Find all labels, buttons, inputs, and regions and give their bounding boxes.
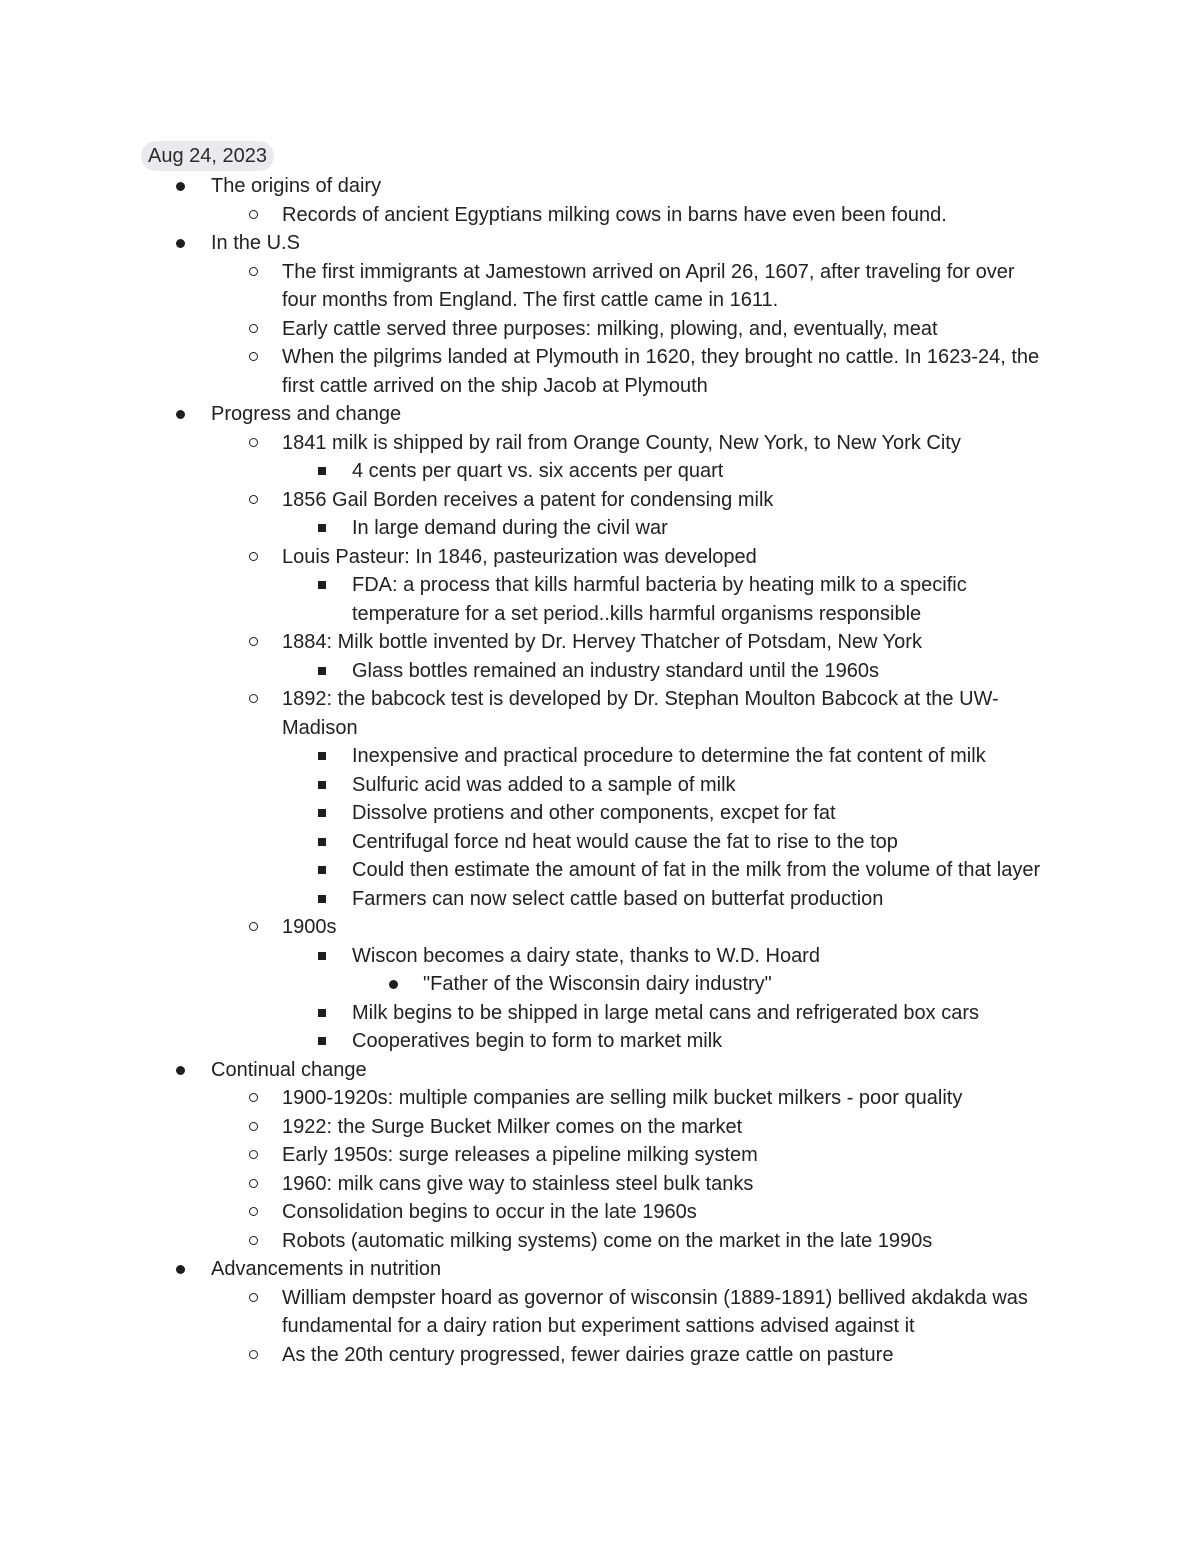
hollow-bullet-icon: [249, 1236, 258, 1245]
list-item: [0, 942, 1052, 971]
square-bullet-icon: [318, 809, 326, 817]
hollow-bullet-icon: [249, 1350, 258, 1359]
list-item-text: The origins of dairy: [211, 175, 382, 197]
hollow-bullet-icon: [249, 552, 258, 561]
list-item: [0, 1255, 1051, 1284]
list-item: [0, 429, 1052, 458]
filled-bullet-icon: [176, 182, 185, 191]
list-item: [0, 1084, 1052, 1113]
list-item: [0, 343, 1052, 400]
square-bullet-icon: [318, 752, 326, 760]
date-chip[interactable]: Aug 24, 2023: [141, 141, 274, 171]
list-item-text: Continual change: [211, 1058, 367, 1081]
list-item-text: 1900s: [282, 916, 337, 938]
list-item-text: Dissolve protiens and other components, excpet for fat: [352, 802, 836, 824]
list-item-text: Advancements in nutrition: [211, 1258, 442, 1280]
list-item-text: "Father of the Wisconsin dairy industry": [423, 973, 772, 995]
list-item: [0, 514, 1052, 543]
list-item-text: 1892: the babcock test is developed by Dr. Stephan Moulton Babcock at the UW-Madison: [282, 688, 999, 739]
list-item-text: Early 1950s: surge releases a pipeline milking system: [282, 1144, 758, 1166]
hollow-bullet-icon: [249, 210, 258, 219]
list-item: [0, 885, 1052, 914]
list-item: [0, 1027, 1052, 1056]
list-item: [0, 486, 1052, 515]
list-item-text: Wiscon becomes a dairy state, thanks to W.D. Hoard: [352, 944, 820, 967]
hollow-bullet-icon: [249, 1207, 258, 1216]
filled-bullet-icon: [389, 980, 398, 989]
notes-outline: [0, 172, 1200, 1369]
list-item: [0, 1341, 1052, 1370]
list-item-text: Records of ancient Egyptians milking cows in barns have even been found.: [282, 203, 947, 226]
list-item: [0, 742, 1052, 771]
filled-bullet-icon: [176, 1066, 185, 1075]
hollow-bullet-icon: [249, 438, 258, 447]
list-item: [0, 913, 1052, 942]
square-bullet-icon: [318, 1037, 326, 1045]
list-item-text: FDA: a process that kills harmful bacteria by heating milk to a specific temperature for a set period..kills harmful organisms responsible: [352, 574, 967, 625]
list-item: [0, 1284, 1052, 1341]
list-item: [0, 229, 1051, 258]
list-item: [0, 1141, 1052, 1170]
square-bullet-icon: [318, 1009, 326, 1017]
list-item-text: 1856 Gail Borden receives a patent for condensing milk: [282, 488, 774, 511]
list-item: [0, 1170, 1052, 1199]
list-item: [0, 685, 1052, 742]
list-item: [0, 828, 1052, 857]
list-item-text: Glass bottles remained an industry standard until the 1960s: [352, 659, 879, 682]
list-item: [0, 201, 1052, 230]
square-bullet-icon: [318, 667, 326, 675]
square-bullet-icon: [318, 581, 326, 589]
list-item-text: Cooperatives begin to form to market milk: [352, 1030, 723, 1052]
hollow-bullet-icon: [249, 267, 258, 276]
list-item: [0, 1113, 1052, 1142]
hollow-bullet-icon: [249, 1093, 258, 1102]
list-item: [0, 543, 1052, 572]
list-item-text: Early cattle served three purposes: milking, plowing, and, eventually, meat: [282, 317, 938, 340]
list-item: [0, 999, 1052, 1028]
list-item: [0, 258, 1052, 315]
list-item-text: Could then estimate the amount of fat in the milk from the volume of that layer: [352, 859, 1041, 881]
list-item: [0, 628, 1052, 657]
list-item-text: 1900-1920s: multiple companies are selling milk bucket milkers - poor quality: [282, 1087, 963, 1109]
list-item-text: Consolidation begins to occur in the late 1960s: [282, 1201, 697, 1223]
hollow-bullet-icon: [249, 922, 258, 931]
list-item-text: 1884: Milk bottle invented by Dr. Hervey Thatcher of Potsdam, New York: [282, 631, 922, 653]
square-bullet-icon: [318, 467, 326, 475]
hollow-bullet-icon: [249, 694, 258, 703]
list-item: [0, 657, 1052, 686]
list-item-text: When the pilgrims landed at Plymouth in 1620, they brought no cattle. In 1623-24, the first cattle arrived on the ship Jacob at Plymouth: [282, 346, 1040, 397]
list-item-text: As the 20th century progressed, fewer dairies graze cattle on pasture: [282, 1343, 894, 1366]
hollow-bullet-icon: [249, 495, 258, 504]
square-bullet-icon: [318, 524, 326, 532]
list-item-text: Louis Pasteur: In 1846, pasteurization was developed: [282, 545, 757, 568]
list-item-text: In large demand during the civil war: [352, 517, 668, 539]
hollow-bullet-icon: [249, 1150, 258, 1159]
square-bullet-icon: [318, 895, 326, 903]
list-item-text: Sulfuric acid was added to a sample of milk: [352, 773, 736, 796]
list-item-text: 1922: the Surge Bucket Milker comes on the market: [282, 1115, 743, 1138]
list-item-text: 1841 milk is shipped by rail from Orange County, New York, to New York City: [282, 431, 961, 454]
hollow-bullet-icon: [249, 1179, 258, 1188]
list-item: [0, 172, 1051, 201]
list-item-text: William dempster hoard as governor of wisconsin (1889-1891) bellived akdakda was fundamental for a dairy ration but experiment sattions advised against it: [282, 1286, 1028, 1337]
list-item: [0, 970, 1053, 999]
list-item: [0, 1056, 1051, 1085]
hollow-bullet-icon: [249, 1122, 258, 1131]
list-item-text: The first immigrants at Jamestown arrived on April 26, 1607, after traveling for over four months from England. The first cattle came in 1611.: [282, 260, 1015, 311]
list-item-text: 4 cents per quart vs. six accents per quart: [352, 460, 724, 482]
hollow-bullet-icon: [249, 324, 258, 333]
list-item: [0, 1227, 1052, 1256]
square-bullet-icon: [318, 838, 326, 846]
filled-bullet-icon: [176, 1265, 185, 1274]
list-item: [0, 771, 1052, 800]
list-item: [0, 571, 1052, 628]
list-item: [0, 856, 1052, 885]
list-item-text: Farmers can now select cattle based on butterfat production: [352, 887, 884, 910]
list-item-text: 1960: milk cans give way to stainless steel bulk tanks: [282, 1172, 754, 1195]
list-item-text: Robots (automatic milking systems) come on the market in the late 1990s: [282, 1229, 933, 1252]
list-item-text: Centrifugal force nd heat would cause the fat to rise to the top: [352, 830, 898, 853]
list-item-text: Inexpensive and practical procedure to determine the fat content of milk: [352, 745, 986, 767]
list-item: [0, 1198, 1052, 1227]
square-bullet-icon: [318, 866, 326, 874]
hollow-bullet-icon: [249, 352, 258, 361]
list-item: [0, 799, 1052, 828]
hollow-bullet-icon: [249, 637, 258, 646]
list-item-text: Milk begins to be shipped in large metal cans and refrigerated box cars: [352, 1001, 980, 1024]
list-item: [0, 400, 1051, 429]
square-bullet-icon: [318, 781, 326, 789]
hollow-bullet-icon: [249, 1293, 258, 1302]
list-item-text: Progress and change: [211, 403, 402, 425]
filled-bullet-icon: [176, 239, 185, 248]
list-item-text: In the U.S: [211, 232, 300, 254]
square-bullet-icon: [318, 952, 326, 960]
filled-bullet-icon: [176, 410, 185, 419]
list-item: [0, 457, 1052, 486]
list-item: [0, 315, 1052, 344]
